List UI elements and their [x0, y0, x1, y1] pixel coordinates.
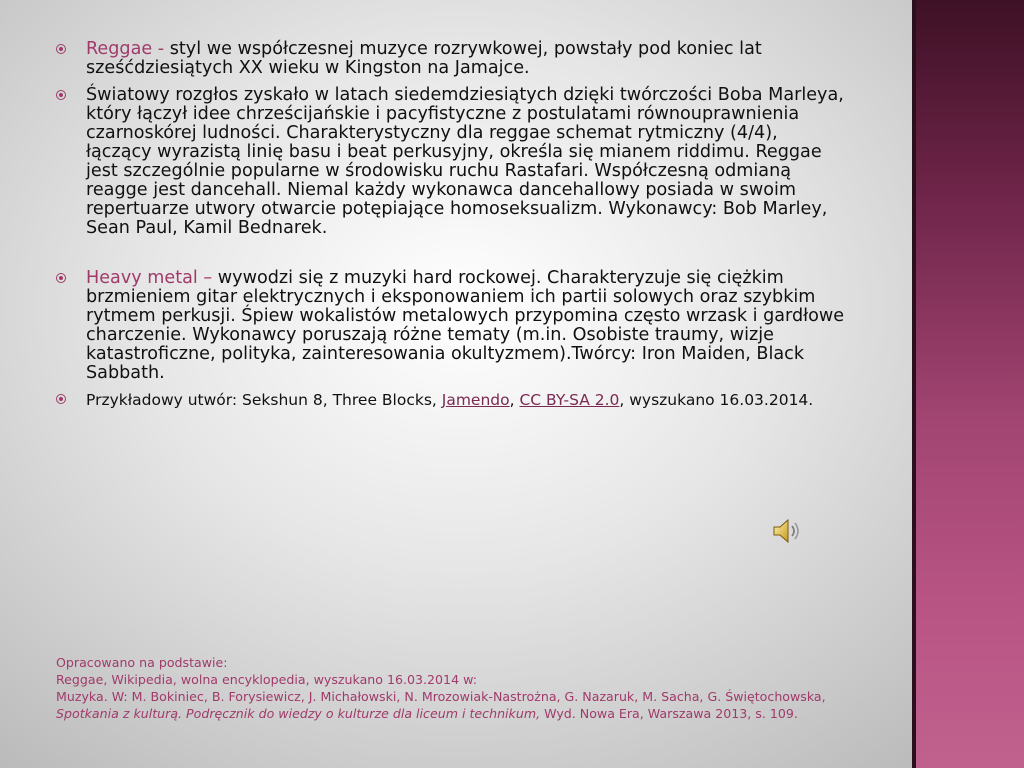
term-heavy-metal: Heavy metal – — [86, 268, 218, 288]
example-track-prefix: Przykładowy utwór: Sekshun 8, Three Blocks, — [86, 391, 442, 409]
term-reggae: Reggae - — [86, 39, 170, 59]
link-separator: , — [509, 391, 520, 409]
example-track-suffix: , wyszukano 16.03.2014. — [619, 391, 814, 409]
license-link[interactable]: CC BY-SA 2.0 — [519, 391, 620, 409]
bullet-reggae — [56, 40, 846, 78]
side-band — [916, 0, 1024, 768]
footer-citation-suffix: Wyd. Nowa Era, Warszawa 2013, s. 109. — [540, 706, 798, 721]
bullet-icon — [56, 44, 66, 54]
bullet-icon — [56, 273, 66, 283]
reggae-definition: styl we współczesnej muzyce rozrywkowej, powstały pod koniec lat sześćdziesiątych XX wieku w Kingston na Jamajce. — [86, 39, 762, 78]
footer-line-1: Opracowano na podstawie: — [56, 655, 228, 670]
footer-book-title: Spotkania z kulturą. Podręcznik do wiedzy o kulturze dla liceum i technikum, — [56, 706, 541, 721]
footer-citation-prefix: Muzyka. W: M. Bokiniec, B. Forysiewicz, J. Michałowski, N. Mrozowiak-Nastrożna, G. Nazaruk, M. Sacha, G. Świętochowska, — [56, 689, 826, 704]
speaker-icon[interactable] — [770, 515, 804, 547]
jamendo-link[interactable]: Jamendo — [441, 391, 510, 409]
bullet-example-track — [56, 391, 846, 410]
footer-line-2: Reggae, Wikipedia, wolna encyklopedia, wyszukano 16.03.2014 w: — [56, 672, 477, 687]
heavy-metal-definition: wywodzi się z muzyki hard rockowej. Charakteryzuje się ciężkim brzmieniem gitar elektrycznych i eksponowaniem ich partii solowych oraz szybkim rytmem perkusji. Śpiew wokalistów metalowych przypomina często wrzask i gardłowe charczenie. Wykonawcy poruszają różne tematy (m.in. Osobiste traumy, wizje katastroficzne, polityka, zainteresowania okultyzmem).Twórcy: Iron Maiden, Black Sabbath. — [86, 268, 845, 383]
bullet-icon — [56, 90, 66, 100]
source-footer — [56, 654, 856, 722]
footer-line-3 — [56, 688, 856, 722]
bullet-reggae-history — [56, 86, 846, 238]
bullet-icon — [56, 394, 66, 404]
reggae-history-text: Światowy rozgłos zyskało w latach siedemdziesiątych dzięki twórczości Boba Marleya, który łączył idee chrześcijańskie i pacyfistyczne z postulatami równouprawnienia czarnoskórej ludności. Charakterystyczny dla reggae schemat rytmiczny (4/4), łączący wyrazistą linię basu i beat perkusyjny, określa się mianem riddimu. Reggae jest szczególnie popularne w środowisku ruchu Rastafari. Współczesną odmianą reagge jest dancehall. Niemal każdy wykonawca dancehallowy posiada w swoim repertuarze utwory otwarcie potępiające homoseksualizm. Wykonawcy: Bob Marley, Sean Paul, Kamil Bednarek. — [86, 85, 844, 238]
slide-content — [56, 40, 846, 410]
bullet-heavy-metal — [56, 269, 846, 383]
